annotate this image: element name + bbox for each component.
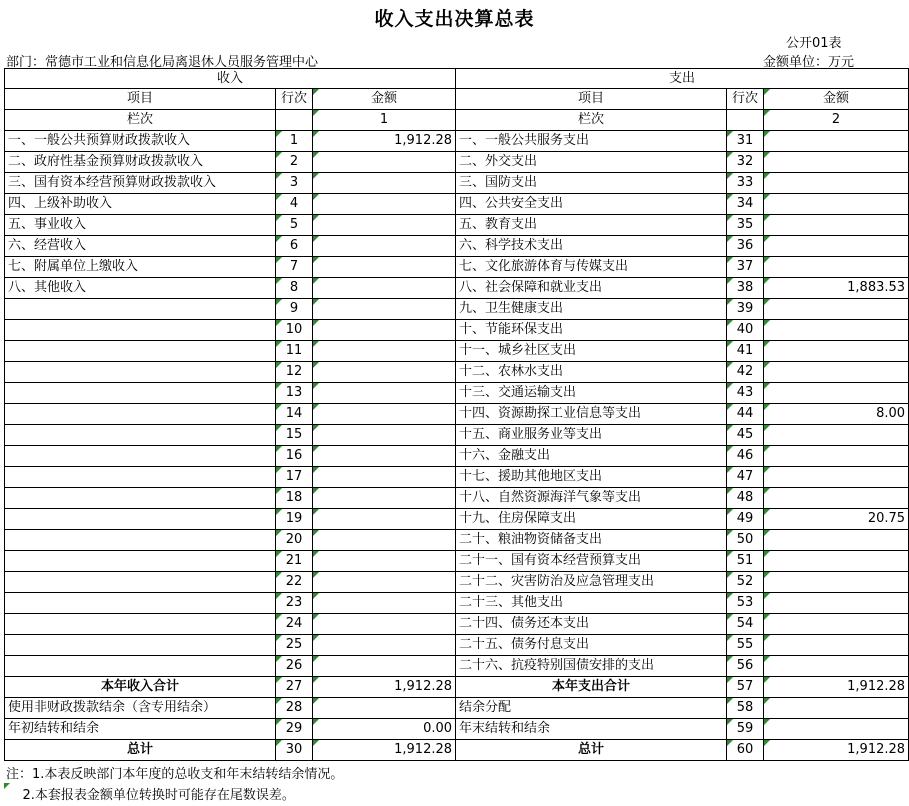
expense-amount-cell bbox=[764, 425, 909, 446]
expense-amount-cell bbox=[764, 236, 909, 257]
expense-rowno-cell: 56 bbox=[727, 656, 764, 677]
expense-item-cell: 九、卫生健康支出 bbox=[456, 299, 727, 320]
income-rowno-cell: 14 bbox=[276, 404, 313, 425]
expense-item-cell: 十八、自然资源海洋气象等支出 bbox=[456, 488, 727, 509]
income-item-cell bbox=[5, 299, 276, 320]
table-row bbox=[5, 467, 909, 488]
expense-amount-cell bbox=[764, 173, 909, 194]
table-row bbox=[5, 236, 909, 257]
expense-amount-cell bbox=[764, 299, 909, 320]
income-amount-cell bbox=[313, 404, 456, 425]
income-rowno-cell: 12 bbox=[276, 362, 313, 383]
expense-item-cell: 十九、住房保障支出 bbox=[456, 509, 727, 530]
expense-rowno-cell: 58 bbox=[727, 698, 764, 719]
expense-amount-cell bbox=[764, 131, 909, 152]
income-amount-cell bbox=[313, 425, 456, 446]
income-amount-cell bbox=[313, 467, 456, 488]
expense-amount-cell: 8.00 bbox=[764, 404, 909, 425]
income-rowno-cell: 15 bbox=[276, 425, 313, 446]
expense-rowno-cell: 44 bbox=[727, 404, 764, 425]
income-item-cell bbox=[5, 425, 276, 446]
expense-item-cell: 结余分配 bbox=[456, 698, 727, 719]
expense-amount-cell bbox=[764, 551, 909, 572]
income-rowno-cell: 26 bbox=[276, 656, 313, 677]
income-amount-cell bbox=[313, 341, 456, 362]
expense-section-header: 支出 bbox=[456, 69, 909, 89]
income-colno-label: 栏次 bbox=[5, 110, 276, 131]
expense-item-cell: 三、国防支出 bbox=[456, 173, 727, 194]
income-amount-cell bbox=[313, 320, 456, 341]
table-row bbox=[5, 131, 909, 152]
expense-rowno-cell: 45 bbox=[727, 425, 764, 446]
income-item-cell: 使用非财政拨款结余（含专用结余） bbox=[5, 698, 276, 719]
income-item-cell bbox=[5, 404, 276, 425]
expense-amount-cell bbox=[764, 257, 909, 278]
income-item-cell: 总计 bbox=[5, 740, 276, 761]
expense-colno-blank bbox=[727, 110, 764, 131]
expense-item-cell: 十、节能环保支出 bbox=[456, 320, 727, 341]
expense-item-cell: 一、一般公共服务支出 bbox=[456, 131, 727, 152]
expense-amount-cell: 1,912.28 bbox=[764, 740, 909, 761]
income-amount-cell bbox=[313, 635, 456, 656]
expense-rowno-cell: 33 bbox=[727, 173, 764, 194]
table-row bbox=[5, 509, 909, 530]
income-rowno-cell: 24 bbox=[276, 614, 313, 635]
expense-rowno-cell: 47 bbox=[727, 467, 764, 488]
table-row bbox=[5, 425, 909, 446]
expense-item-cell: 二、外交支出 bbox=[456, 152, 727, 173]
table-row bbox=[5, 278, 909, 299]
table-row bbox=[5, 215, 909, 236]
expense-amount-cell bbox=[764, 467, 909, 488]
income-item-cell bbox=[5, 635, 276, 656]
income-item-cell bbox=[5, 362, 276, 383]
income-item-cell: 三、国有资本经营预算财政拨款收入 bbox=[5, 173, 276, 194]
income-rowno-cell: 19 bbox=[276, 509, 313, 530]
expense-amount-cell bbox=[764, 635, 909, 656]
income-item-cell bbox=[5, 467, 276, 488]
income-item-cell: 六、经营收入 bbox=[5, 236, 276, 257]
expense-amount-cell bbox=[764, 698, 909, 719]
income-item-cell bbox=[5, 446, 276, 467]
table-row bbox=[5, 656, 909, 677]
expense-amount-cell: 1,883.53 bbox=[764, 278, 909, 299]
expense-item-cell: 二十五、债务付息支出 bbox=[456, 635, 727, 656]
expense-amount-cell bbox=[764, 656, 909, 677]
income-amount-cell bbox=[313, 152, 456, 173]
expense-item-cell: 十六、金融支出 bbox=[456, 446, 727, 467]
income-item-cell bbox=[5, 320, 276, 341]
income-item-cell: 七、附属单位上缴收入 bbox=[5, 257, 276, 278]
income-amount-cell bbox=[313, 299, 456, 320]
expense-item-header: 项目 bbox=[456, 89, 727, 110]
expense-amount-cell bbox=[764, 572, 909, 593]
expense-amount-cell: 20.75 bbox=[764, 509, 909, 530]
comment-marker-icon bbox=[4, 783, 10, 789]
expense-rowno-cell: 32 bbox=[727, 152, 764, 173]
table-row bbox=[5, 740, 909, 761]
table-row bbox=[5, 677, 909, 698]
expense-item-cell: 十一、城乡社区支出 bbox=[456, 341, 727, 362]
income-amount-cell: 1,912.28 bbox=[313, 740, 456, 761]
expense-item-cell: 二十三、其他支出 bbox=[456, 593, 727, 614]
expense-item-cell: 二十四、债务还本支出 bbox=[456, 614, 727, 635]
income-amount-cell bbox=[313, 551, 456, 572]
expense-rowno-cell: 60 bbox=[727, 740, 764, 761]
expense-amount-header: 金额 bbox=[764, 89, 909, 110]
table-row bbox=[5, 173, 909, 194]
expense-rowno-cell: 41 bbox=[727, 341, 764, 362]
expense-amount-cell bbox=[764, 341, 909, 362]
income-rowno-cell: 22 bbox=[276, 572, 313, 593]
table-row bbox=[5, 719, 909, 740]
income-amount-cell bbox=[313, 488, 456, 509]
income-rowno-cell: 5 bbox=[276, 215, 313, 236]
table-row bbox=[5, 341, 909, 362]
income-amount-cell: 1,912.28 bbox=[313, 677, 456, 698]
income-item-cell bbox=[5, 551, 276, 572]
expense-rowno-cell: 53 bbox=[727, 593, 764, 614]
income-amount-cell bbox=[313, 572, 456, 593]
expense-colno-label: 栏次 bbox=[456, 110, 727, 131]
income-amount-cell bbox=[313, 614, 456, 635]
note-2: 2.本套报表金额单位转换时可能存在尾数误差。 bbox=[6, 788, 295, 803]
expense-amount-cell bbox=[764, 719, 909, 740]
income-item-cell: 八、其他收入 bbox=[5, 278, 276, 299]
expense-amount-cell bbox=[764, 614, 909, 635]
expense-rowno-cell: 36 bbox=[727, 236, 764, 257]
income-item-cell: 一、一般公共预算财政拨款收入 bbox=[5, 131, 276, 152]
income-item-cell bbox=[5, 341, 276, 362]
income-rowno-cell: 18 bbox=[276, 488, 313, 509]
income-section-header: 收入 bbox=[5, 69, 456, 89]
header-row-section bbox=[5, 69, 909, 89]
income-item-cell: 二、政府性基金预算财政拨款收入 bbox=[5, 152, 276, 173]
form-code: 公开01表 bbox=[786, 36, 842, 51]
income-item-cell bbox=[5, 614, 276, 635]
income-item-cell bbox=[5, 530, 276, 551]
income-item-cell: 年初结转和结余 bbox=[5, 719, 276, 740]
income-rowno-cell: 27 bbox=[276, 677, 313, 698]
income-amount-cell bbox=[313, 278, 456, 299]
income-item-cell bbox=[5, 656, 276, 677]
income-item-cell bbox=[5, 593, 276, 614]
expense-rowno-cell: 50 bbox=[727, 530, 764, 551]
income-item-cell bbox=[5, 509, 276, 530]
table-row bbox=[5, 362, 909, 383]
expense-rowno-cell: 52 bbox=[727, 572, 764, 593]
table-row bbox=[5, 404, 909, 425]
income-expense-table bbox=[4, 68, 909, 761]
table-row bbox=[5, 572, 909, 593]
income-item-cell: 四、上级补助收入 bbox=[5, 194, 276, 215]
income-rowno-cell: 28 bbox=[276, 698, 313, 719]
income-amount-cell bbox=[313, 257, 456, 278]
table-row bbox=[5, 614, 909, 635]
income-colno-value: 1 bbox=[313, 110, 456, 131]
income-rowno-cell: 2 bbox=[276, 152, 313, 173]
expense-rowno-cell: 49 bbox=[727, 509, 764, 530]
expense-rowno-cell: 55 bbox=[727, 635, 764, 656]
expense-item-cell: 二十、粮油物资储备支出 bbox=[456, 530, 727, 551]
expense-item-cell: 二十一、国有资本经营预算支出 bbox=[456, 551, 727, 572]
table-row bbox=[5, 257, 909, 278]
income-rowno-cell: 4 bbox=[276, 194, 313, 215]
expense-amount-cell bbox=[764, 215, 909, 236]
income-amount-cell: 1,912.28 bbox=[313, 131, 456, 152]
expense-rowno-cell: 38 bbox=[727, 278, 764, 299]
expense-rowno-cell: 35 bbox=[727, 215, 764, 236]
table-row bbox=[5, 320, 909, 341]
income-rowno-cell: 20 bbox=[276, 530, 313, 551]
expense-rowno-cell: 39 bbox=[727, 299, 764, 320]
income-amount-cell bbox=[313, 446, 456, 467]
expense-amount-cell bbox=[764, 593, 909, 614]
header-row-columns bbox=[5, 89, 909, 110]
expense-item-cell: 七、文化旅游体育与传媒支出 bbox=[456, 257, 727, 278]
expense-rowno-cell: 57 bbox=[727, 677, 764, 698]
header-row-colno bbox=[5, 110, 909, 131]
table-row bbox=[5, 635, 909, 656]
expense-amount-cell bbox=[764, 362, 909, 383]
expense-amount-cell bbox=[764, 152, 909, 173]
income-amount-cell bbox=[313, 194, 456, 215]
notes bbox=[6, 764, 343, 806]
income-rowno-cell: 7 bbox=[276, 257, 313, 278]
expense-item-cell: 总计 bbox=[456, 740, 727, 761]
income-colno-blank bbox=[276, 110, 313, 131]
table-row bbox=[5, 530, 909, 551]
report-title: 收入支出决算总表 bbox=[374, 8, 535, 30]
expense-rowno-cell: 40 bbox=[727, 320, 764, 341]
income-rowno-cell: 1 bbox=[276, 131, 313, 152]
expense-amount-cell bbox=[764, 530, 909, 551]
income-item-cell bbox=[5, 572, 276, 593]
expense-rowno-cell: 48 bbox=[727, 488, 764, 509]
income-amount-cell bbox=[313, 698, 456, 719]
table-row bbox=[5, 488, 909, 509]
expense-item-cell: 二十六、抗疫特别国债安排的支出 bbox=[456, 656, 727, 677]
income-amount-cell bbox=[313, 593, 456, 614]
income-amount-cell bbox=[313, 383, 456, 404]
table-row bbox=[5, 152, 909, 173]
note-1: 注：1.本表反映部门本年度的总收支和年末结转结余情况。 bbox=[6, 767, 344, 782]
income-item-cell: 本年收入合计 bbox=[5, 677, 276, 698]
income-amount-cell bbox=[313, 173, 456, 194]
income-rowno-cell: 16 bbox=[276, 446, 313, 467]
income-rowno-cell: 23 bbox=[276, 593, 313, 614]
income-item-cell bbox=[5, 488, 276, 509]
income-rowno-cell: 13 bbox=[276, 383, 313, 404]
income-amount-cell bbox=[313, 236, 456, 257]
income-item-cell bbox=[5, 383, 276, 404]
income-item-cell: 五、事业收入 bbox=[5, 215, 276, 236]
income-rowno-cell: 21 bbox=[276, 551, 313, 572]
table-row bbox=[5, 383, 909, 404]
expense-amount-cell bbox=[764, 446, 909, 467]
table-row bbox=[5, 194, 909, 215]
expense-rowno-cell: 31 bbox=[727, 131, 764, 152]
unit-label: 金额单位：万元 bbox=[763, 55, 855, 70]
expense-amount-cell bbox=[764, 320, 909, 341]
table-row bbox=[5, 551, 909, 572]
income-amount-header: 金额 bbox=[313, 89, 456, 110]
expense-rowno-cell: 59 bbox=[727, 719, 764, 740]
income-rowno-cell: 11 bbox=[276, 341, 313, 362]
expense-item-cell: 十三、交通运输支出 bbox=[456, 383, 727, 404]
income-rowno-cell: 30 bbox=[276, 740, 313, 761]
expense-item-cell: 十二、农林水支出 bbox=[456, 362, 727, 383]
income-item-header: 项目 bbox=[5, 89, 276, 110]
income-amount-cell bbox=[313, 509, 456, 530]
income-amount-cell bbox=[313, 530, 456, 551]
expense-rowno-cell: 34 bbox=[727, 194, 764, 215]
expense-rowno-cell: 43 bbox=[727, 383, 764, 404]
expense-colno-value: 2 bbox=[764, 110, 909, 131]
expense-item-cell: 五、教育支出 bbox=[456, 215, 727, 236]
table-body bbox=[5, 69, 909, 761]
table-row bbox=[5, 299, 909, 320]
income-rowno-cell: 17 bbox=[276, 467, 313, 488]
expense-amount-cell bbox=[764, 194, 909, 215]
income-rowno-cell: 10 bbox=[276, 320, 313, 341]
expense-item-cell: 十七、援助其他地区支出 bbox=[456, 467, 727, 488]
expense-rowno-cell: 37 bbox=[727, 257, 764, 278]
income-rowno-cell: 6 bbox=[276, 236, 313, 257]
expense-amount-cell bbox=[764, 488, 909, 509]
income-rowno-header: 行次 bbox=[276, 89, 313, 110]
expense-item-cell: 本年支出合计 bbox=[456, 677, 727, 698]
table-row bbox=[5, 698, 909, 719]
income-rowno-cell: 8 bbox=[276, 278, 313, 299]
expense-item-cell: 十五、商业服务业等支出 bbox=[456, 425, 727, 446]
expense-amount-cell: 1,912.28 bbox=[764, 677, 909, 698]
expense-item-cell: 四、公共安全支出 bbox=[456, 194, 727, 215]
expense-item-cell: 十四、资源勘探工业信息等支出 bbox=[456, 404, 727, 425]
income-rowno-cell: 29 bbox=[276, 719, 313, 740]
income-amount-cell: 0.00 bbox=[313, 719, 456, 740]
income-amount-cell bbox=[313, 215, 456, 236]
expense-rowno-cell: 51 bbox=[727, 551, 764, 572]
expense-rowno-header: 行次 bbox=[727, 89, 764, 110]
expense-item-cell: 八、社会保障和就业支出 bbox=[456, 278, 727, 299]
expense-rowno-cell: 54 bbox=[727, 614, 764, 635]
expense-item-cell: 二十二、灾害防治及应急管理支出 bbox=[456, 572, 727, 593]
table-row bbox=[5, 593, 909, 614]
income-rowno-cell: 25 bbox=[276, 635, 313, 656]
income-rowno-cell: 9 bbox=[276, 299, 313, 320]
income-amount-cell bbox=[313, 362, 456, 383]
income-amount-cell bbox=[313, 656, 456, 677]
income-rowno-cell: 3 bbox=[276, 173, 313, 194]
table-row bbox=[5, 446, 909, 467]
expense-amount-cell bbox=[764, 383, 909, 404]
expense-item-cell: 年末结转和结余 bbox=[456, 719, 727, 740]
expense-rowno-cell: 42 bbox=[727, 362, 764, 383]
expense-item-cell: 六、科学技术支出 bbox=[456, 236, 727, 257]
department-label: 部门：常德市工业和信息化局离退休人员服务管理中心 bbox=[6, 55, 319, 70]
expense-rowno-cell: 46 bbox=[727, 446, 764, 467]
